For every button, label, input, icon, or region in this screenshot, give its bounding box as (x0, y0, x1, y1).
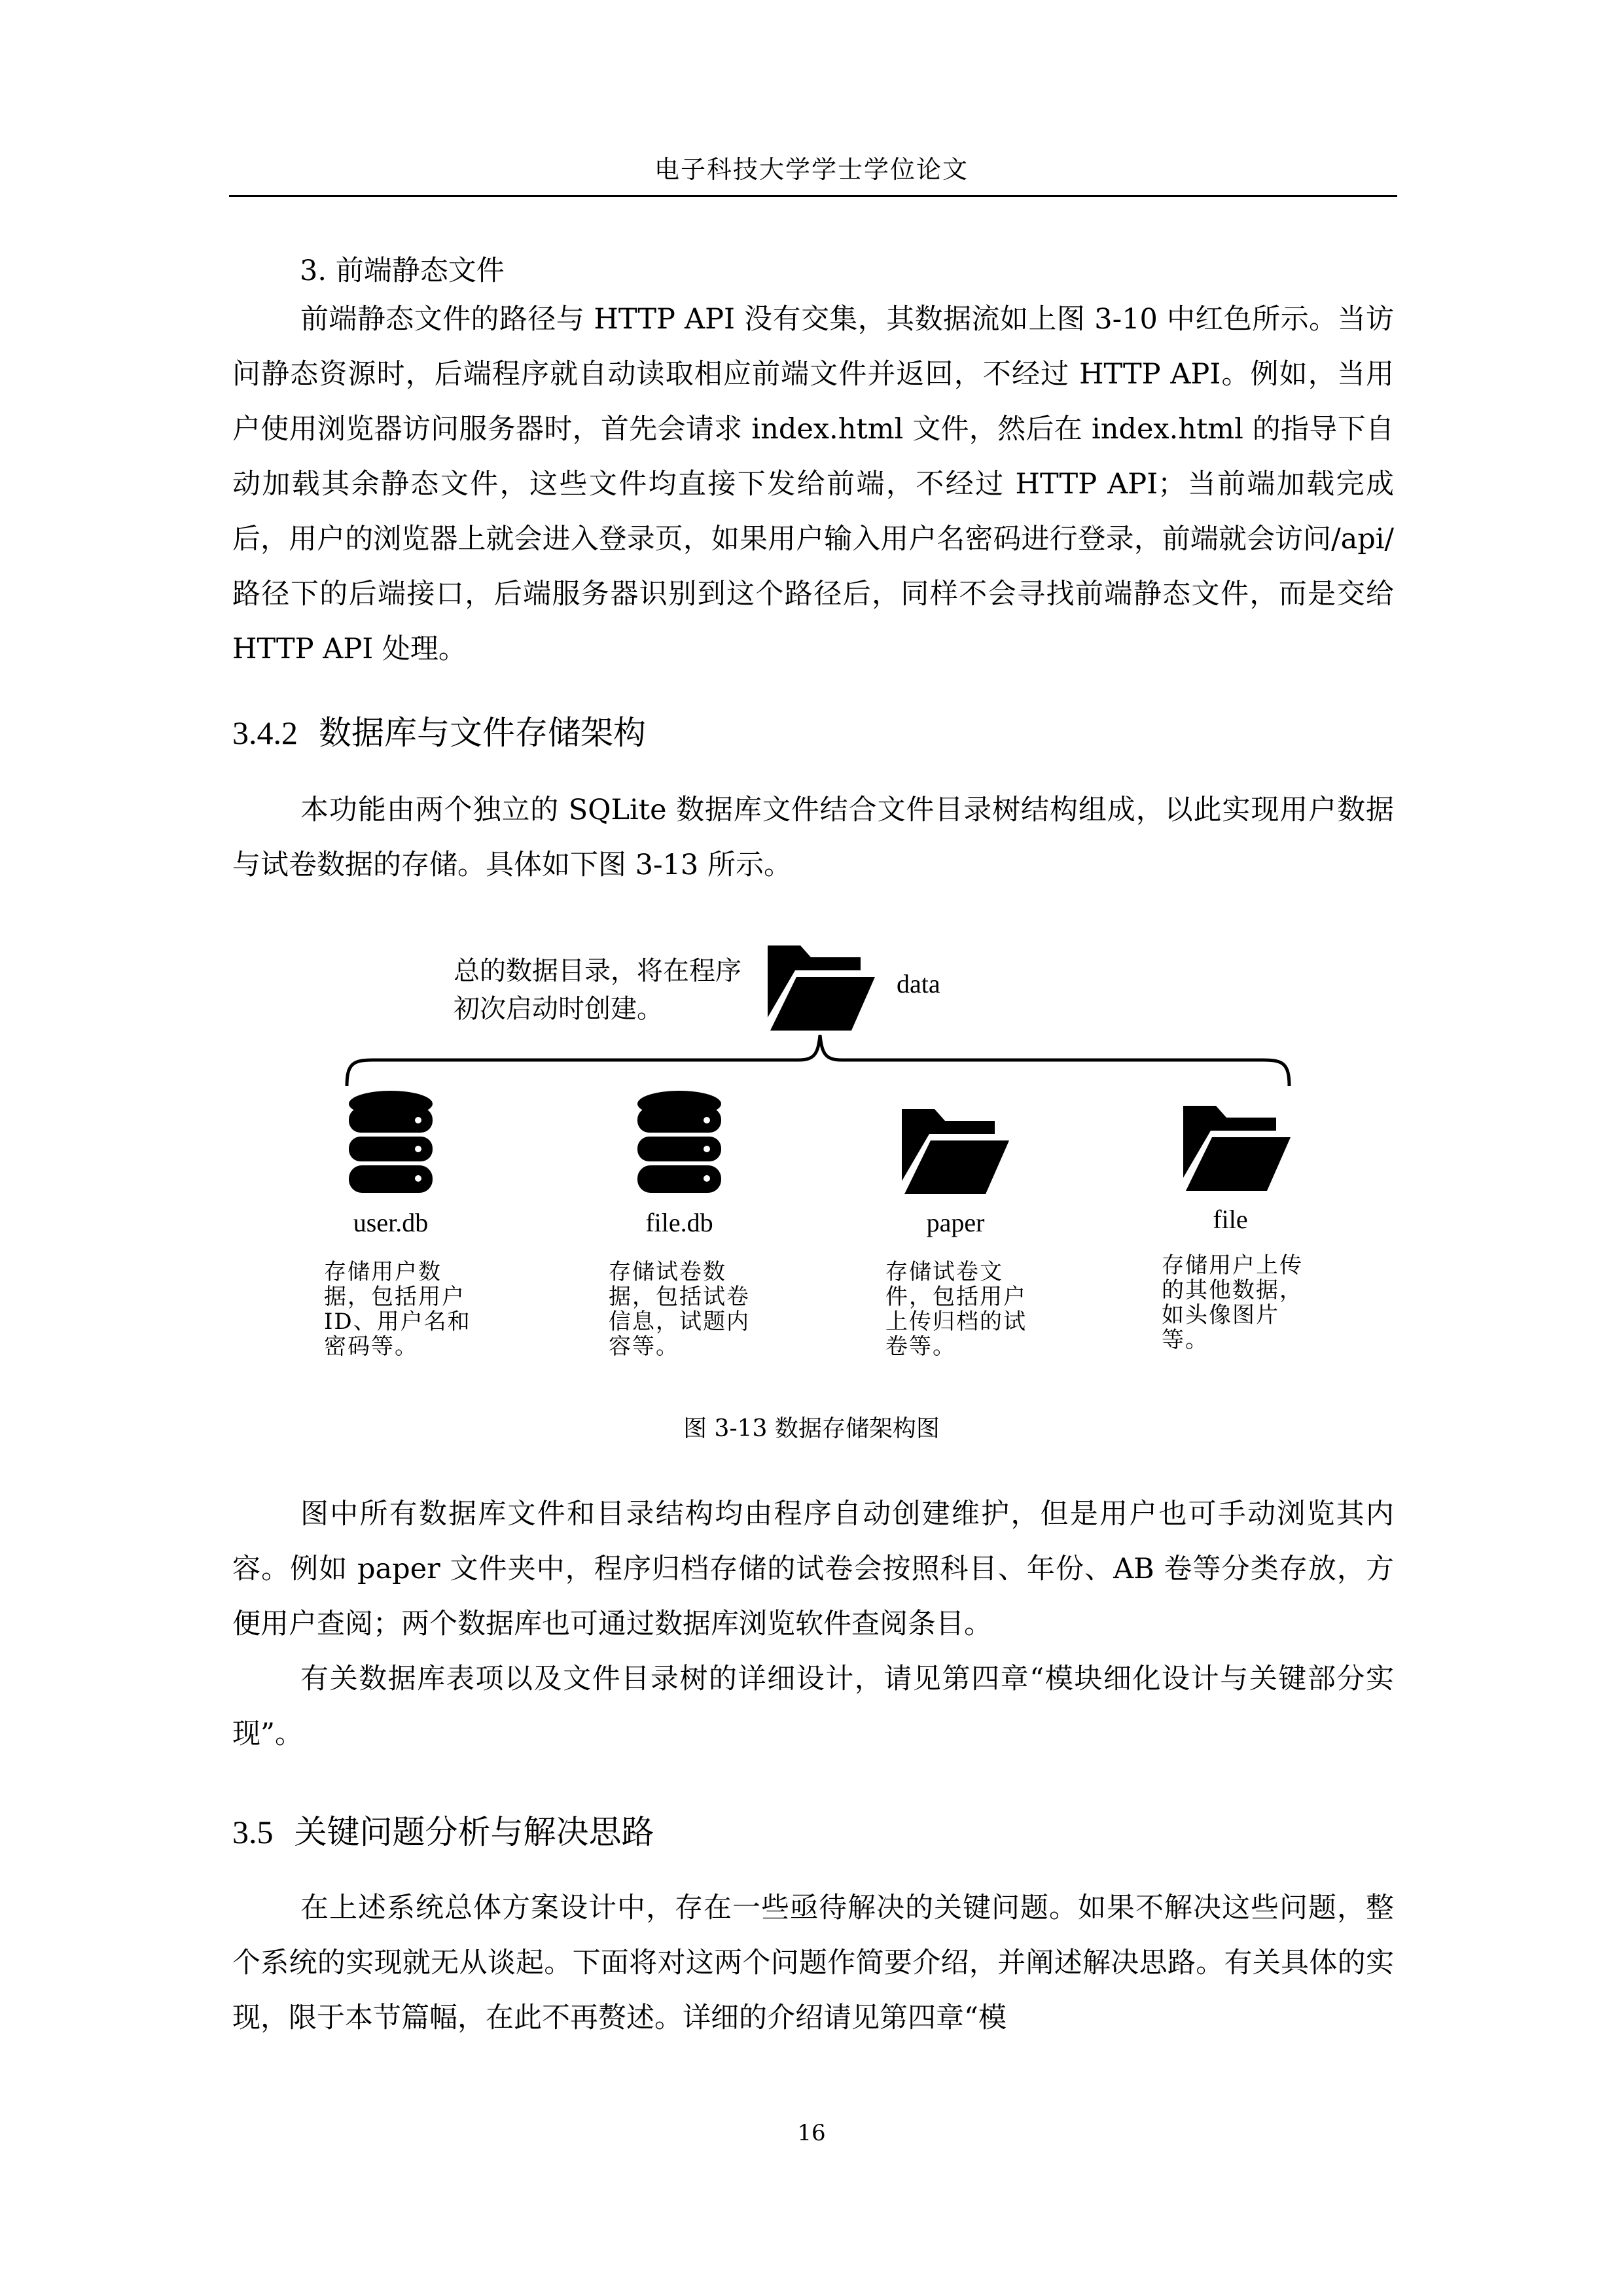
database-icon (633, 1089, 725, 1197)
section-title: 关键问题分析与解决思路 (294, 1813, 654, 1851)
child-label-paper: paper (926, 1208, 985, 1237)
page-number: 16 (797, 2120, 826, 2146)
folder-icon (1178, 1099, 1296, 1194)
root-label: data (897, 969, 940, 998)
figure-caption: 图 3-13 数据存储架构图 (683, 1415, 940, 1442)
child-label-file-db: file.db (645, 1208, 713, 1237)
child-desc-user-db: 存储用户数据，包括用户ID、用户名和密码等。 (324, 1259, 471, 1360)
child-desc-file-db: 存储试卷数据，包括试卷信息，试题内容等。 (609, 1259, 750, 1360)
child-label-file: file (1213, 1205, 1248, 1234)
root-note: 总的数据目录，将在程序初次启动时创建。 (454, 956, 741, 1024)
folder-icon (762, 939, 880, 1034)
section-number: 3.4.2 (232, 715, 298, 751)
paragraph-static-files: 前端静态文件的路径与 HTTP API 没有交集，其数据流如上图 3-10 中红色所示。当访问静态资源时，后端程序就自动读取相应前端文件并返回，不经过 HTTP API。例如，当用户使用浏览器访问服务器时，首先会请求 index.html 文件，然后在 index.html 的指导下自动加载其余静态文件，这些文件均直接下发给前端，不经过 HTTP API；当前端加载完成后，用户的浏览器上就会进入登录页，如果用户输入用户名密码进行登录，前端就会访问/api/路径下的后端接口，后端服务器识别到这个路径后，同样不会寻找前端静态文件，而是交给 HTTP API 处理。 (232, 303, 1394, 665)
page-header-title: 电子科技大学学士学位论文 (654, 155, 969, 184)
paragraph-see-chapter-four: 有关数据库表项以及文件目录树的详细设计，请见第四章“模块细化设计与关键部分实现”。 (232, 1663, 1394, 1750)
child-label-user-db: user.db (353, 1208, 429, 1237)
tree-bracket (340, 1034, 1296, 1099)
database-icon (345, 1089, 437, 1197)
child-desc-file: 存储用户上传的其他数据，如头像图片等。 (1162, 1252, 1303, 1353)
section-heading-3-5 (232, 1806, 654, 1853)
paragraph-figure-explanation: 图中所有数据库文件和目录结构均由程序自动创建维护，但是用户也可手动浏览其内容。例如 paper 文件夹中，程序归档存储的试卷会按照科目、年份、AB 卷等分类存放，方便用户查阅；两个数据库也可通过数据库浏览软件查阅条目。 (232, 1498, 1394, 1640)
list-item-heading: 3. 前端静态文件 (300, 255, 505, 287)
folder-icon (897, 1103, 1014, 1197)
paragraph-storage-intro: 本功能由两个独立的 SQLite 数据库文件结合文件目录树结构组成，以此实现用户数据与试卷数据的存储。具体如下图 3-13 所示。 (232, 794, 1394, 881)
section-number: 3.5 (232, 1814, 274, 1850)
child-desc-paper: 存储试卷文件，包括用户上传归档的试卷等。 (885, 1259, 1027, 1360)
section-title: 数据库与文件存储架构 (319, 714, 646, 752)
paragraph-key-problems: 在上述系统总体方案设计中，存在一些亟待解决的关键问题。如果不解决这些问题，整个系统的实现就无从谈起。下面将对这两个问题作简要介绍，并阐述解决思路。有关具体的实现，限于本节篇幅，在此不再赘述。详细的介绍请见第四章“模 (232, 1892, 1394, 2034)
